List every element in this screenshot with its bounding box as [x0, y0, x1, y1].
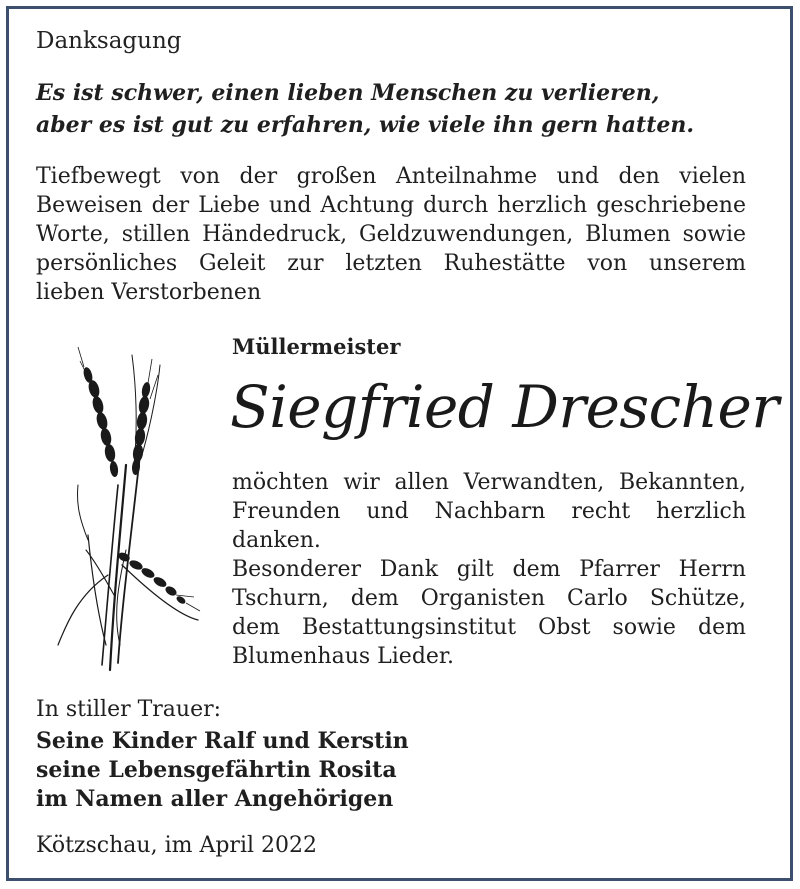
thanks-line: dem Bestattungsinstitut Obst sowie dem	[232, 615, 746, 640]
thanks-text	[232, 468, 746, 671]
intro-line: Beweisen der Liebe und Achtung durch herzlich geschriebene	[36, 193, 746, 218]
intro-line: persönliches Geleit zur letzten Ruhestätte von unserem	[36, 251, 746, 276]
thanks-line: danken.	[232, 528, 321, 553]
sign-intro: In stiller Trauer:	[36, 697, 222, 722]
intro-line: Tiefbewegt von der großen Anteilnahme und den vielen	[36, 164, 746, 189]
motto-line: aber es ist gut zu erfahren, wie viele ihn gern hatten.	[36, 112, 695, 138]
thanks-line: Blumenhaus Lieder.	[232, 644, 455, 669]
thanks-line: Freunden und Nachbarn recht herzlich	[232, 499, 746, 524]
intro-text	[36, 162, 746, 307]
wheat-ears-icon	[48, 345, 203, 675]
signer-line: seine Lebensgefährtin Rosita	[36, 757, 397, 783]
profession: Müllermeister	[232, 334, 401, 359]
intro-line: Worte, stillen Händedruck, Geldzuwendungen, Blumen sowie	[36, 222, 746, 247]
thanks-line: Tschurn, dem Organisten Carlo Schütze,	[232, 586, 746, 611]
motto-line: Es ist schwer, einen lieben Menschen zu verlieren,	[36, 80, 660, 106]
signer-line: im Namen aller Angehörigen	[36, 786, 394, 812]
thanks-line: möchten wir allen Verwandten, Bekannten,	[232, 470, 746, 495]
heading: Danksagung	[36, 28, 182, 54]
intro-line: lieben Verstorbenen	[36, 280, 262, 305]
signer-line: Seine Kinder Ralf und Kerstin	[36, 728, 409, 754]
thanks-line: Besonderer Dank gilt dem Pfarrer Herrn	[232, 557, 746, 582]
motto	[36, 77, 736, 141]
place-date: Kötzschau, im April 2022	[36, 833, 318, 858]
signers	[36, 727, 409, 814]
deceased-name: Siegfried Drescher	[230, 373, 779, 441]
